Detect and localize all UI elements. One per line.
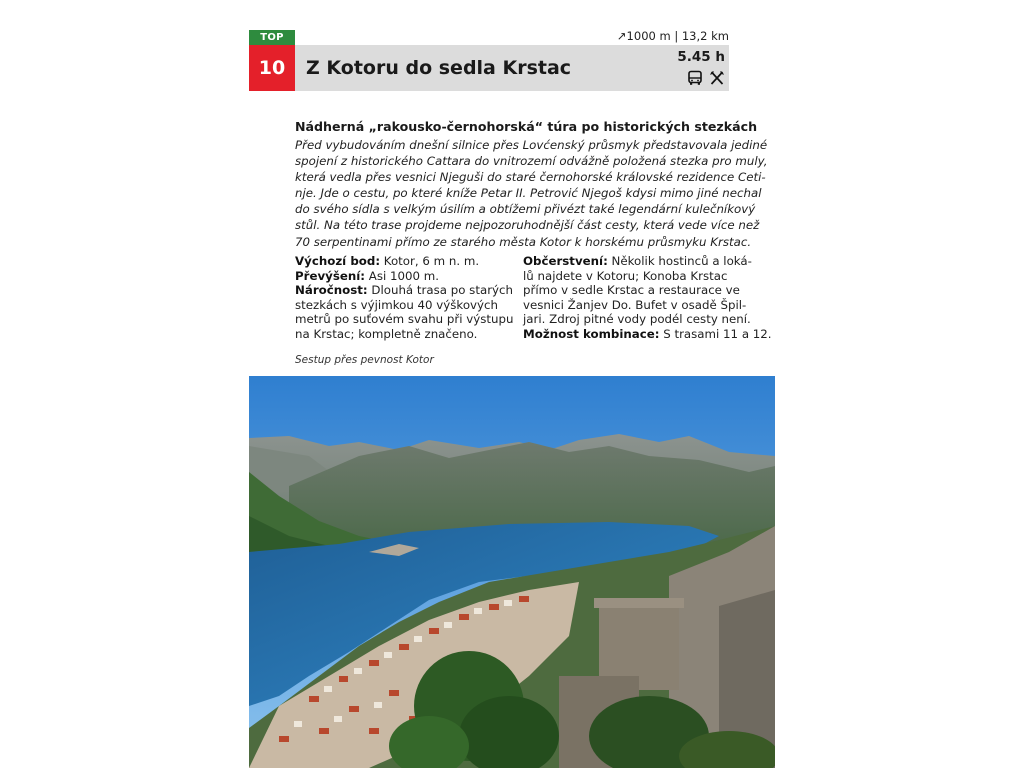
fact-label: Občerstvení:: [523, 254, 608, 268]
fact-row: [523, 283, 738, 298]
route-duration: 5.45 h: [677, 49, 725, 65]
fact-text: Několik hostinců a loká-: [607, 254, 752, 268]
bus-icon: [687, 70, 703, 86]
fact-row: [523, 269, 738, 284]
fact-row: [295, 269, 510, 284]
title-bar: [295, 45, 729, 91]
fact-text: lů najdete v Kotoru; Konoba Krstac: [523, 268, 728, 283]
fact-label: Výchozí bod:: [295, 254, 381, 268]
fork-knife-icon: [709, 70, 725, 86]
intro-paragraph: [295, 137, 768, 250]
fact-label: Převýšení:: [295, 268, 366, 283]
bay-of-kotor-photo: [249, 376, 775, 768]
fact-text: přímo v sedle Krstac a restaurace ve: [523, 283, 740, 298]
facts-left-column: [295, 254, 514, 342]
fact-text: vesnici Žanjev Do. Bufet v osadě Špil-: [523, 297, 747, 312]
intro-line: nje. Jde o cestu, po které kníže Petar II. Petrović Njegoš kdysi mimo jiné nechal: [295, 186, 762, 201]
top-badge: TOP: [249, 30, 295, 45]
fact-text: Dlouhá trasa po starých: [367, 283, 513, 298]
route-icons: [687, 70, 725, 86]
fact-label: Možnost kombinace:: [523, 326, 660, 341]
fact-text: stezkách s výjimkou 40 výškových: [295, 297, 498, 312]
facts-right-column: [523, 254, 772, 342]
fact-text: metrů po suťovém svahu při výstupu: [295, 312, 514, 327]
fact-label: Náročnost:: [295, 283, 368, 298]
intro-line: spojení z historického Cattara do vnitrozemí odvážně položená stezka pro muly,: [295, 154, 768, 169]
fact-text: Kotor, 6 m n. m.: [380, 254, 480, 268]
fact-row: [523, 297, 747, 313]
fact-row: [295, 312, 514, 327]
intro-line: do svého sídla s velkým úsilím a obtížemi přivézt také legendární kulečníkový: [295, 202, 756, 217]
route-number: 10: [249, 45, 295, 91]
fact-text: na Krstac; kompletně značeno.: [295, 326, 478, 341]
fact-row: [523, 254, 752, 269]
lead-heading: Nádherná „rakousko-černohorská“ túra po historických stezkách: [295, 119, 758, 134]
photo-caption: Sestup přes pevnost Kotor: [295, 354, 434, 366]
fact-row: [295, 298, 510, 313]
fact-row: [295, 254, 510, 269]
fact-text: S trasami 11 a 12.: [659, 326, 772, 341]
fact-row: [523, 326, 772, 342]
intro-line: Před vybudováním dnešní silnice přes Lovćenský průsmyk představovala jediné: [295, 138, 768, 152]
fact-text: Asi 1000 m.: [365, 268, 440, 283]
fact-row: [295, 327, 510, 342]
intro-line: 70 serpentinami přímo ze starého města Kotor k horskému průsmyku Krstac.: [295, 234, 752, 249]
fact-row: [295, 283, 513, 298]
intro-line: která vedla přes vesnici Njeguši do staré černohorské královské rezidence Ceti-: [295, 170, 766, 185]
page-title: Z Kotoru do sedla Krstac: [306, 57, 572, 79]
fact-row: [523, 312, 751, 327]
intro-line: stůl. Na této trase projdeme nejpozoruhodnější část cesty, která vede více než: [295, 218, 760, 233]
fact-text: jari. Zdroj pitné vody podél cesty není.: [523, 312, 751, 327]
route-stats: ↗1000 m | 13,2 km: [616, 29, 729, 43]
